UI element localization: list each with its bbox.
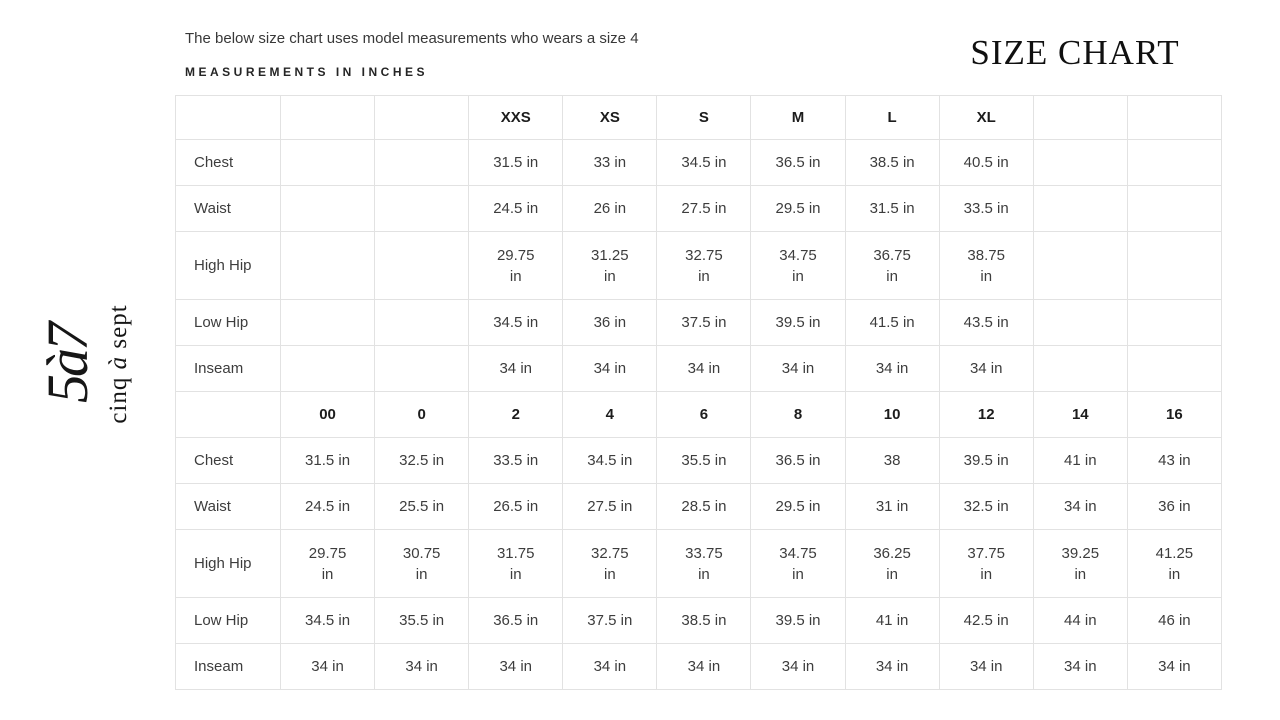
measurement-value: 34 in <box>1127 644 1221 690</box>
measurement-value: 34 in <box>469 346 563 392</box>
measurement-value: 29.75 in <box>469 232 563 300</box>
measurement-value: 39.25 in <box>1033 530 1127 598</box>
measurement-value: 36.25 in <box>845 530 939 598</box>
empty-cell <box>281 232 375 300</box>
measurement-value: 32.75 in <box>657 232 751 300</box>
empty-cell <box>375 140 469 186</box>
measurement-value: 33 in <box>563 140 657 186</box>
measurement-value: 34 in <box>845 644 939 690</box>
empty-cell <box>1033 300 1127 346</box>
brand-logo <box>35 273 145 455</box>
measurement-value: 33.5 in <box>939 186 1033 232</box>
measurement-value: 38 <box>845 438 939 484</box>
empty-cell <box>1127 232 1221 300</box>
size-column-header: M <box>751 96 845 140</box>
size-column-header: 0 <box>375 392 469 438</box>
measurement-value: 31 in <box>845 484 939 530</box>
measurement-value: 34.75 in <box>751 232 845 300</box>
measurement-row <box>176 346 1222 392</box>
measurement-value: 32.75 in <box>563 530 657 598</box>
measurement-value: 41.5 in <box>845 300 939 346</box>
measurement-value: 31.5 in <box>281 438 375 484</box>
measurement-value: 41 in <box>845 598 939 644</box>
empty-cell <box>1033 186 1127 232</box>
measurement-value: 34 in <box>751 644 845 690</box>
empty-cell <box>1127 300 1221 346</box>
measurement-value: 30.75 in <box>375 530 469 598</box>
size-column-header: 2 <box>469 392 563 438</box>
measurement-value: 31.5 in <box>845 186 939 232</box>
measurement-row <box>176 438 1222 484</box>
empty-cell <box>1033 232 1127 300</box>
size-column-header: 00 <box>281 392 375 438</box>
measurement-value: 29.5 in <box>751 186 845 232</box>
empty-cell <box>375 232 469 300</box>
measurement-value: 33.5 in <box>469 438 563 484</box>
measurement-value: 43 in <box>1127 438 1221 484</box>
size-column-header: 4 <box>563 392 657 438</box>
measurement-value: 31.25 in <box>563 232 657 300</box>
measurement-label: Chest <box>176 438 281 484</box>
measurement-value: 34 in <box>469 644 563 690</box>
measurement-value: 26 in <box>563 186 657 232</box>
size-header-row <box>176 96 1222 140</box>
empty-cell <box>281 140 375 186</box>
measurement-value: 32.5 in <box>939 484 1033 530</box>
measurements-units-label: MEASUREMENTS IN INCHES <box>185 65 429 79</box>
measurement-row <box>176 300 1222 346</box>
measurement-label: High Hip <box>176 232 281 300</box>
empty-header-cell <box>176 392 281 438</box>
measurement-value: 36.5 in <box>469 598 563 644</box>
measurement-value: 43.5 in <box>939 300 1033 346</box>
measurement-value: 34 in <box>563 644 657 690</box>
model-note: The below size chart uses model measurements who wears a size 4 <box>185 30 639 47</box>
empty-cell <box>1127 346 1221 392</box>
empty-cell <box>1127 186 1221 232</box>
measurement-value: 24.5 in <box>469 186 563 232</box>
empty-header-cell <box>1127 96 1221 140</box>
measurement-value: 34.5 in <box>469 300 563 346</box>
page-title: SIZE CHART <box>970 33 1180 72</box>
size-column-header: 12 <box>939 392 1033 438</box>
measurement-value: 38.5 in <box>845 140 939 186</box>
measurement-value: 41.25 in <box>1127 530 1221 598</box>
measurement-value: 40.5 in <box>939 140 1033 186</box>
measurement-label: Chest <box>176 140 281 186</box>
measurement-value: 34 in <box>939 346 1033 392</box>
measurement-label: Low Hip <box>176 300 281 346</box>
empty-header-cell <box>176 96 281 140</box>
empty-header-cell <box>281 96 375 140</box>
size-column-header: 16 <box>1127 392 1221 438</box>
measurement-value: 34 in <box>751 346 845 392</box>
measurement-value: 34.5 in <box>657 140 751 186</box>
measurement-value: 36.5 in <box>751 438 845 484</box>
measurement-value: 36.5 in <box>751 140 845 186</box>
empty-cell <box>375 186 469 232</box>
measurement-value: 36 in <box>1127 484 1221 530</box>
measurement-value: 39.5 in <box>939 438 1033 484</box>
size-table-body <box>176 96 1222 690</box>
size-chart-table <box>175 95 1222 690</box>
size-header-row <box>176 392 1222 438</box>
empty-cell <box>281 186 375 232</box>
measurement-label: Inseam <box>176 346 281 392</box>
empty-cell <box>375 346 469 392</box>
measurement-row <box>176 598 1222 644</box>
measurement-value: 41 in <box>1033 438 1127 484</box>
measurement-label: Low Hip <box>176 598 281 644</box>
measurement-value: 39.5 in <box>751 300 845 346</box>
measurement-value: 34 in <box>939 644 1033 690</box>
measurement-value: 46 in <box>1127 598 1221 644</box>
measurement-value: 27.5 in <box>563 484 657 530</box>
measurement-value: 34 in <box>375 644 469 690</box>
measurement-label: Waist <box>176 186 281 232</box>
brand-logo-mark: 5à7 <box>35 325 100 403</box>
measurement-row <box>176 186 1222 232</box>
measurement-value: 34.75 in <box>751 530 845 598</box>
measurement-value: 34 in <box>1033 484 1127 530</box>
measurement-value: 39.5 in <box>751 598 845 644</box>
size-column-header: XS <box>563 96 657 140</box>
measurement-value: 27.5 in <box>657 186 751 232</box>
size-column-header: 6 <box>657 392 751 438</box>
brand-word-sept: sept <box>105 304 132 349</box>
measurement-value: 34.5 in <box>281 598 375 644</box>
brand-word-accent: à <box>105 355 132 370</box>
empty-cell <box>281 300 375 346</box>
measurement-value: 36.75 in <box>845 232 939 300</box>
measurement-value: 34 in <box>1033 644 1127 690</box>
measurement-label: Inseam <box>176 644 281 690</box>
measurement-value: 42.5 in <box>939 598 1033 644</box>
measurement-value: 31.75 in <box>469 530 563 598</box>
measurement-row <box>176 232 1222 300</box>
measurement-row <box>176 644 1222 690</box>
empty-cell <box>1127 140 1221 186</box>
measurement-value: 26.5 in <box>469 484 563 530</box>
brand-word-cinq: cinq <box>105 376 132 424</box>
measurement-row <box>176 484 1222 530</box>
measurement-value: 31.5 in <box>469 140 563 186</box>
measurement-value: 28.5 in <box>657 484 751 530</box>
measurement-label: Waist <box>176 484 281 530</box>
measurement-value: 34 in <box>281 644 375 690</box>
measurement-row <box>176 530 1222 598</box>
size-column-header: XL <box>939 96 1033 140</box>
measurement-value: 37.5 in <box>563 598 657 644</box>
measurement-value: 33.75 in <box>657 530 751 598</box>
measurement-value: 35.5 in <box>375 598 469 644</box>
brand-logo-wordmark <box>101 273 137 455</box>
measurement-value: 29.75 in <box>281 530 375 598</box>
measurement-value: 38.75 in <box>939 232 1033 300</box>
measurement-value: 24.5 in <box>281 484 375 530</box>
measurement-row <box>176 140 1222 186</box>
measurement-value: 35.5 in <box>657 438 751 484</box>
empty-cell <box>281 346 375 392</box>
measurement-value: 34 in <box>657 346 751 392</box>
measurement-value: 29.5 in <box>751 484 845 530</box>
measurement-value: 34.5 in <box>563 438 657 484</box>
measurement-value: 25.5 in <box>375 484 469 530</box>
size-column-header: L <box>845 96 939 140</box>
measurement-value: 44 in <box>1033 598 1127 644</box>
measurement-value: 34 in <box>657 644 751 690</box>
measurement-value: 34 in <box>845 346 939 392</box>
size-column-header: XXS <box>469 96 563 140</box>
measurement-value: 32.5 in <box>375 438 469 484</box>
empty-cell <box>375 300 469 346</box>
measurement-value: 37.5 in <box>657 300 751 346</box>
empty-cell <box>1033 346 1127 392</box>
empty-cell <box>1033 140 1127 186</box>
measurement-value: 36 in <box>563 300 657 346</box>
size-column-header: 14 <box>1033 392 1127 438</box>
measurement-label: High Hip <box>176 530 281 598</box>
empty-header-cell <box>1033 96 1127 140</box>
size-column-header: 10 <box>845 392 939 438</box>
measurement-value: 37.75 in <box>939 530 1033 598</box>
empty-header-cell <box>375 96 469 140</box>
measurement-value: 34 in <box>563 346 657 392</box>
size-column-header: S <box>657 96 751 140</box>
measurement-value: 38.5 in <box>657 598 751 644</box>
size-column-header: 8 <box>751 392 845 438</box>
